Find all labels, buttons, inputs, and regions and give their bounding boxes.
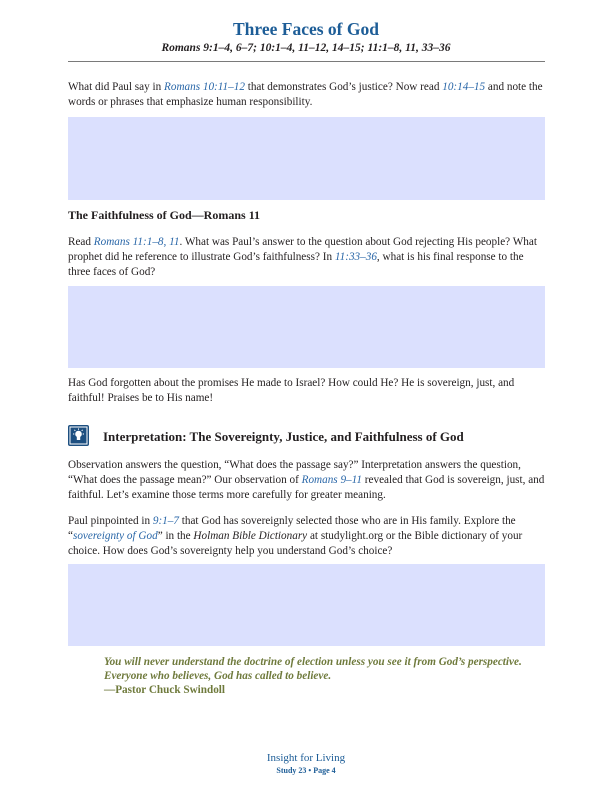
faithfulness-heading: The Faithfulness of God—Romans 11 [68,208,261,222]
interpretation-heading: Interpretation: The Sovereignty, Justice, and Faithfulness of God [103,429,464,444]
link-romans-11-1-8-11[interactable]: Romans 11:1–8, 11 [93,236,180,248]
answer-box-faithfulness[interactable] [68,286,545,368]
header-divider [68,61,545,62]
link-romans-10-11-12[interactable]: Romans 10:11–12 [164,81,245,93]
lightbulb-icon [68,425,89,446]
sovereignty-question: Paul pinpointed in 9:1–7 that God has sovereignly selected those who are in His family. Explore the “sovereignty of God” in the Holman Bible Dictionary at studylight.org or the Bible dictionary of your choice. How does God’s sovereignty help you understand God’s choice? [68,515,523,557]
footer-page-number: Study 23 • Page 4 [276,766,336,775]
answer-box-justice[interactable] [68,117,545,200]
interpretation-intro: Observation answers the question, “What does the passage say?” Interpretation answers the question, “What does the passage mean?” Our observation of Romans 9–11 revealed that God is sovereign, just, and faithful. Let’s examine those terms more carefully for greater meaning. [68,459,545,501]
link-11-33-36[interactable]: 11:33–36 [334,251,377,263]
justice-question: What did Paul say in Romans 10:11–12 that demonstrates God’s justice? Now read 10:14–15 and note the words or phrases that emphasize human responsibility. [68,81,543,108]
faithfulness-statement: Has God forgotten about the promises He made to Israel? How could He? He is sovereign, just, and faithful! Praises be to His name! [68,377,515,404]
quote-text: You will never understand the doctrine of election unless you see it from God’s perspective. Everyone who believes, God has called to believe. [104,656,522,682]
link-10-14-15[interactable]: 10:14–15 [442,81,486,93]
quote-attribution: —Pastor Chuck Swindoll [104,684,226,696]
pull-quote [104,655,524,697]
page-title: Three Faces of God [233,19,379,39]
answer-box-sovereignty[interactable] [68,564,545,646]
link-9-1-7[interactable]: 9:1–7 [152,515,179,527]
link-romans-9-11[interactable]: Romans 9–11 [301,474,362,486]
link-sovereignty-of-god[interactable]: sovereignty of God [72,530,158,542]
footer-organization: Insight for Living [266,752,346,764]
scripture-reference: Romans 9:1–4, 6–7; 10:1–4, 11–12, 14–15; 11:1–8, 11, 33–36 [161,42,451,54]
faithfulness-question: Read Romans 11:1–8, 11. What was Paul’s answer to the question about God rejecting His people? What prophet did he reference to illustrate God’s faithfulness? In 11:33–36, what is his final response to the three faces of God? [68,236,537,278]
